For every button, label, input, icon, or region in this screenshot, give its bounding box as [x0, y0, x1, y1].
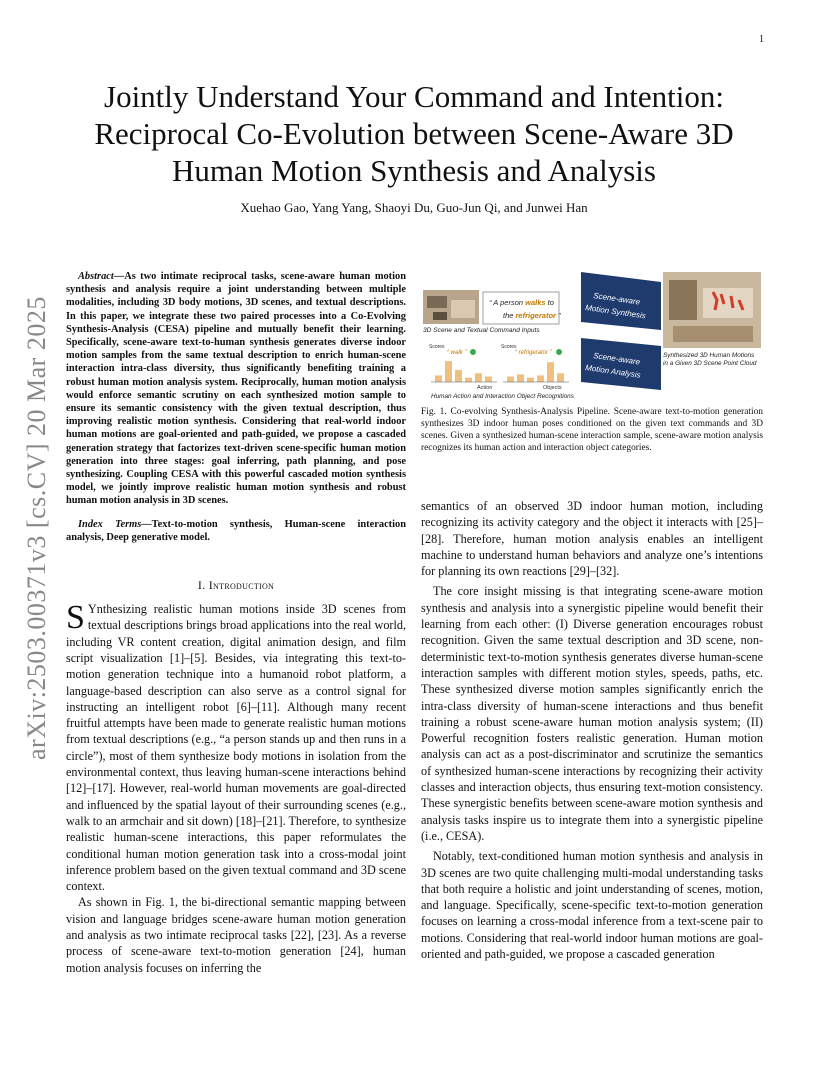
abstract-label: Abstract	[78, 271, 114, 282]
right-paragraph-1: semantics of an observed 3D indoor human motion, including recognizing its activity category and the object it interacts with [25]–[28]. Therefore, human motion analysis enables an intelligent machine to understand human behaviors and analyze one’s intentions for planning its own reactions [29]–[32].	[421, 499, 763, 579]
synthesis-banner-line-2: Motion Synthesis	[584, 303, 647, 321]
analysis-banner-line-2: Motion Analysis	[584, 363, 642, 380]
page-number: 1	[759, 34, 764, 45]
title-line-3: Human Motion Synthesis and Analysis	[172, 153, 656, 188]
abstract-text: —As two intimate reciprocal tasks, scene-aware human motion synthesis and analysis require a joint understanding between multiple modalities, including 3D body motions, 3D scenes, and textual descriptions. In this paper, we integrate these two paired processes into a Co-Evolving Synthesis-Analysis (CESA) pipeline and mutually benefit their learning. Specifically, scene-aware text-to-human synthesis generates diverse indoor motion samples from the same textual description to enrich human-scene interaction intra-class diversity, thus significantly benefiting training a robust human motion analysis system. Reciprocally, human motion analysis would enforce semantic scrutiny on each synthesized motion sample to ensure its semantic consistency with the given textual description, thus improving realistic motion synthesis. Considering that real-world indoor human motions are goal-oriented and path-guided, we propose a cascaded generation strategy that factorizes text-driven scene-specific human motion generation into three stages: goal inferring, path planning, and pose synthesizing. Coupling CESA with this powerful cascaded motion synthesis model, we jointly improve realistic human motion synthesis and robust human motion analysis in 3D scenes.	[66, 271, 406, 507]
action-bar	[465, 378, 472, 382]
output-scene-image	[663, 272, 761, 348]
figure-1	[421, 270, 763, 400]
left-column	[66, 270, 406, 976]
action-bar	[485, 377, 492, 383]
object-bar	[557, 373, 564, 382]
section-number: I.	[197, 578, 206, 593]
section-title: Introduction	[208, 578, 275, 593]
pipeline-diagram	[421, 270, 763, 400]
title-line-1: Jointly Understand Your Command and Intention:	[104, 79, 724, 114]
object-bar	[547, 362, 554, 382]
right-body	[421, 498, 763, 962]
object-bar	[527, 378, 534, 382]
action-bar	[445, 361, 452, 382]
command-quote-line-1: “ A person walks to	[489, 298, 554, 307]
right-column	[421, 270, 763, 962]
index-terms-text: —Text-to-motion synthesis, Human-scene interaction analysis, Deep generative model.	[66, 518, 406, 543]
object-bar	[507, 377, 514, 383]
object-bar-group	[507, 362, 564, 382]
action-bar	[435, 375, 442, 382]
paper-title	[40, 78, 788, 189]
object-chart-title: Scores	[501, 344, 517, 350]
author-list: Xuehao Gao, Yang Yang, Shaoyi Du, Guo-Jun Qi, and Junwei Han	[240, 200, 588, 215]
right-paragraph-2: The core insight missing is that integrating scene-aware motion synthesis and analysis into a synergistic pipeline would benefit their learning from each other: (I) Diverse generation encourages robust recognition. Given the same textual description and 3D scene, non-deterministic text-to-motion synthesis generates diverse human-scene interaction samples with different motion styles, speeds, paths, etc. These synthesized diverse motion samples significantly enrich the intra-class diversity of human-scene interactions and thus benefit training a robust scene-aware human motion analysis system; (II) Powerful recognition fosters realistic generation. Human motion analysis can act as a post-discriminator and scrutinize the semantics of synthesized human-scene interactions by recognizing their activity classes and interaction objects, thus ensuring text-motion consistency. These synergistic benefits between scene-aware motion synthesis and analysis tasks inspire us to integrate them into a synergistic pipeline (i.e., CESA).	[421, 584, 763, 843]
object-bar	[537, 375, 544, 382]
action-bar-group	[435, 361, 492, 382]
action-bar	[475, 373, 482, 382]
synthesis-banner-line-1: Scene-aware	[592, 291, 641, 307]
action-chart-tag: “ walk ”	[447, 350, 467, 356]
arxiv-stamp: arXiv:2503.00371v3 [cs.CV] 20 Mar 2025	[22, 296, 51, 760]
action-axis-label: Action	[477, 385, 493, 391]
scene-thumbnail	[423, 290, 479, 324]
output-label-line-2: in a Given 3D Scene Point Cloud	[663, 360, 757, 367]
analysis-banner-line-1: Scene-aware	[592, 351, 641, 367]
drop-cap: S	[66, 599, 85, 637]
right-paragraph-3: Notably, text-conditioned human motion synthesis and analysis in 3D scenes are two quite challenging multi-modal understanding tasks that both require a holistic and joint understanding of scenes, motion, and language. Specifically, scene-specific text-to-motion generation focuses on learning a cross-modal inference from a text-scene pair to motions. Considering that real-world indoor human motions are goal-oriented and path-guided, we propose a cascaded generation	[421, 849, 763, 962]
intro-paragraph-1	[66, 601, 406, 894]
index-terms	[66, 518, 406, 544]
object-bar	[517, 374, 524, 382]
scene-input-label: 3D Scene and Textual Command Inputs	[423, 327, 540, 334]
intro-paragraph-2: As shown in Fig. 1, the bi-directional semantic mapping between vision and language bridges scene-aware human motion generation and analysis as two intimate reciprocal tasks [22], [23]. As a reverse process of scene-aware text-to-motion generation [24], human motion analysis focuses on inferring the	[66, 895, 406, 975]
figure-caption: Fig. 1. Co-evolving Synthesis-Analysis Pipeline. Scene-aware text-to-motion generation synthesizes 3D indoor human poses conditioned on the given text commands and 3D scenes. Given a synthesized human-scene interaction sample, scene-aware motion analysis recognizes its human action and interaction object categories.	[421, 407, 763, 453]
output-label-line-1: Synthesized 3D Human Motions	[663, 352, 755, 359]
action-bar	[455, 370, 462, 382]
action-check-icon	[470, 349, 476, 355]
abstract	[66, 270, 406, 508]
index-terms-label: Index Terms	[78, 518, 142, 530]
intro-paragraph-1-text: Ynthesizing realistic human motions inside 3D scenes from textual descriptions brings broad applications into the real world, including VR content creation, digital animation design, and film script visualization [1]–[5]. Besides, via integrating this text-to-motion generation technique into a humanoid robot platform, a language-based description can also serve as a control signal for instructing an intelligent robot [6]–[11]. Although many recent fruitful attempts have been made to generate realistic human motions from textual descriptions (e.g., “a person stands up and then runs in a circle”), most of them synthesize body motions in isolation from the environmental context, thus leaving human-scene interactions behind [12]–[17]. However, real-world human movements are goal-directed and influenced by the spatial layout of their surrounding scenes (e.g., walk to an armchair and sit down) [18]–[21]. Therefore, to synthesize realistic human-scene interactions, this paper reformulates the conditional human motion generation task into a cross-modal joint inference problem based on the given textual command and 3D scene context.	[66, 602, 406, 894]
object-chart-tag: “ refrigerator ”	[515, 350, 552, 356]
section-heading	[66, 578, 406, 593]
title-line-2: Reciprocal Co-Evolution between Scene-Aware 3D	[94, 116, 734, 151]
command-quote-line-2: the refrigerator ”	[503, 311, 561, 320]
recognition-label: Human Action and Interaction Object Recognitions	[431, 393, 574, 400]
object-axis-label: Objects	[543, 385, 562, 391]
object-check-icon	[556, 349, 562, 355]
action-chart-title: Scores	[429, 344, 445, 350]
